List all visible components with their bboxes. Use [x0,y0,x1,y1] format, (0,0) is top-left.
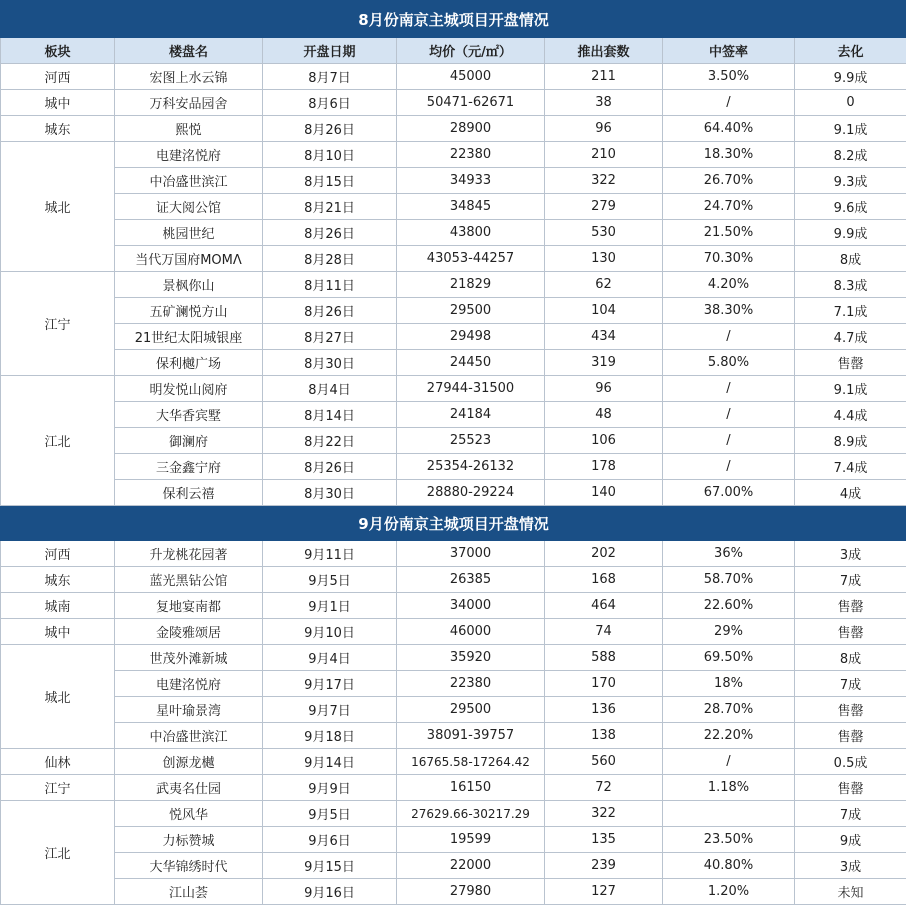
units-cell: 170 [545,671,663,697]
table-row [1,697,906,723]
sell-through-cell: 3成 [795,541,906,567]
table-row [1,645,906,671]
lottery-rate-cell: / [663,90,795,116]
project-name-cell: 悦风华 [115,801,263,827]
sell-through-cell: 9.6成 [795,194,906,220]
lottery-rate-cell: 26.70% [663,168,795,194]
open-date-cell: 8月10日 [263,142,397,168]
open-date-cell: 9月4日 [263,645,397,671]
sell-through-cell: 7成 [795,801,906,827]
avg-price-cell: 29500 [397,697,545,723]
lottery-rate-cell: / [663,376,795,402]
units-cell: 106 [545,428,663,454]
avg-price-cell: 27944-31500 [397,376,545,402]
table-row [1,723,906,749]
project-name-cell: 熙悦 [115,116,263,142]
avg-price-cell: 38091-39757 [397,723,545,749]
lottery-rate-cell: 22.20% [663,723,795,749]
sell-through-cell: 售罄 [795,775,906,801]
open-date-cell: 8月6日 [263,90,397,116]
header-row [1,38,906,64]
column-header: 去化 [795,38,906,64]
avg-price-cell: 34845 [397,194,545,220]
sell-through-cell: 9成 [795,827,906,853]
district-cell: 城中 [1,619,115,645]
sell-through-cell: 8成 [795,645,906,671]
table-row [1,749,906,775]
sell-through-cell: 未知 [795,879,906,905]
project-name-cell: 世茂外滩新城 [115,645,263,671]
avg-price-cell: 43800 [397,220,545,246]
avg-price-cell: 43053-44257 [397,246,545,272]
units-cell: 72 [545,775,663,801]
sell-through-cell: 0.5成 [795,749,906,775]
sell-through-cell: 9.3成 [795,168,906,194]
open-date-cell: 8月14日 [263,402,397,428]
column-header: 推出套数 [545,38,663,64]
table-row [1,567,906,593]
table-row [1,376,906,402]
lottery-rate-cell: 1.18% [663,775,795,801]
sell-through-cell: 8.9成 [795,428,906,454]
table-row [1,428,906,454]
district-cell: 江北 [1,376,115,506]
open-date-cell: 9月17日 [263,671,397,697]
project-name-cell: 明发悦山阅府 [115,376,263,402]
table-row [1,853,906,879]
avg-price-cell: 22380 [397,671,545,697]
district-cell: 城北 [1,645,115,749]
units-cell: 434 [545,324,663,350]
table-row [1,298,906,324]
lottery-rate-cell: / [663,749,795,775]
project-name-cell: 电建洺悦府 [115,671,263,697]
sell-through-cell: 3成 [795,853,906,879]
project-name-cell: 武夷名仕园 [115,775,263,801]
units-cell: 279 [545,194,663,220]
table-row [1,64,906,90]
lottery-rate-cell: / [663,324,795,350]
lottery-rate-cell: 21.50% [663,220,795,246]
avg-price-cell: 46000 [397,619,545,645]
lottery-rate-cell: 40.80% [663,853,795,879]
project-name-cell: 蓝光黑钻公馆 [115,567,263,593]
column-header: 中签率 [663,38,795,64]
project-name-cell: 保利云禧 [115,480,263,506]
sell-through-cell: 9.1成 [795,116,906,142]
sell-through-cell: 7.1成 [795,298,906,324]
open-date-cell: 8月26日 [263,454,397,480]
lottery-rate-cell [663,801,795,827]
project-name-cell: 五矿澜悦方山 [115,298,263,324]
lottery-rate-cell: 38.30% [663,298,795,324]
open-date-cell: 9月14日 [263,749,397,775]
sell-through-cell: 8.3成 [795,272,906,298]
avg-price-cell: 21829 [397,272,545,298]
units-cell: 130 [545,246,663,272]
units-cell: 202 [545,541,663,567]
units-cell: 239 [545,853,663,879]
lottery-rate-cell: / [663,428,795,454]
avg-price-cell: 25354-26132 [397,454,545,480]
lottery-rate-cell: 18% [663,671,795,697]
avg-price-cell: 28880-29224 [397,480,545,506]
units-cell: 211 [545,64,663,90]
avg-price-cell: 29500 [397,298,545,324]
district-cell: 江宁 [1,272,115,376]
open-date-cell: 8月26日 [263,116,397,142]
lottery-rate-cell: 69.50% [663,645,795,671]
open-date-cell: 9月9日 [263,775,397,801]
table-row [1,116,906,142]
table-row [1,194,906,220]
units-cell: 560 [545,749,663,775]
open-date-cell: 8月21日 [263,194,397,220]
units-cell: 96 [545,116,663,142]
project-name-cell: 景枫你山 [115,272,263,298]
open-date-cell: 9月1日 [263,593,397,619]
table-row [1,220,906,246]
sell-through-cell: 售罄 [795,619,906,645]
table-row [1,246,906,272]
avg-price-cell: 50471-62671 [397,90,545,116]
table-row [1,879,906,905]
open-date-cell: 9月16日 [263,879,397,905]
district-cell: 江宁 [1,775,115,801]
table-row [1,593,906,619]
lottery-rate-cell: 70.30% [663,246,795,272]
open-date-cell: 9月6日 [263,827,397,853]
units-cell: 104 [545,298,663,324]
project-name-cell: 中冶盛世滨江 [115,723,263,749]
lottery-rate-cell: 29% [663,619,795,645]
column-header: 板块 [1,38,115,64]
avg-price-cell: 29498 [397,324,545,350]
project-name-cell: 大华锦绣时代 [115,853,263,879]
sell-through-cell: 售罄 [795,593,906,619]
open-date-cell: 9月11日 [263,541,397,567]
table-row [1,272,906,298]
avg-price-cell: 45000 [397,64,545,90]
sell-through-cell: 9.9成 [795,64,906,90]
avg-price-cell: 24450 [397,350,545,376]
district-cell: 河西 [1,541,115,567]
table-row [1,827,906,853]
avg-price-cell: 16150 [397,775,545,801]
district-cell: 河西 [1,64,115,90]
project-name-cell: 三金鑫宁府 [115,454,263,480]
district-cell: 城北 [1,142,115,272]
table-row [1,480,906,506]
open-date-cell: 8月28日 [263,246,397,272]
lottery-rate-cell: 58.70% [663,567,795,593]
avg-price-cell: 25523 [397,428,545,454]
column-header: 楼盘名 [115,38,263,64]
lottery-rate-cell: 64.40% [663,116,795,142]
table-row [1,168,906,194]
sell-through-cell: 售罄 [795,723,906,749]
sell-through-cell: 9.9成 [795,220,906,246]
lottery-rate-cell: 18.30% [663,142,795,168]
lottery-rate-cell: 36% [663,541,795,567]
open-date-cell: 8月27日 [263,324,397,350]
units-cell: 96 [545,376,663,402]
units-cell: 127 [545,879,663,905]
open-date-cell: 9月5日 [263,801,397,827]
avg-price-cell: 22380 [397,142,545,168]
lottery-rate-cell: / [663,454,795,480]
column-header: 均价（元/㎡） [397,38,545,64]
table-row [1,142,906,168]
open-date-cell: 9月7日 [263,697,397,723]
open-date-cell: 8月15日 [263,168,397,194]
section-title: 8月份南京主城项目开盘情况 [1,1,906,38]
units-cell: 588 [545,645,663,671]
sell-through-cell: 4.4成 [795,402,906,428]
units-cell: 210 [545,142,663,168]
units-cell: 178 [545,454,663,480]
units-cell: 319 [545,350,663,376]
project-name-cell: 电建洺悦府 [115,142,263,168]
project-name-cell: 21世纪太阳城银座 [115,324,263,350]
sell-through-cell: 售罄 [795,697,906,723]
table-row [1,90,906,116]
units-cell: 168 [545,567,663,593]
project-name-cell: 宏图上水云锦 [115,64,263,90]
project-name-cell: 中冶盛世滨江 [115,168,263,194]
project-name-cell: 万科安品园舍 [115,90,263,116]
units-cell: 135 [545,827,663,853]
district-cell: 城东 [1,116,115,142]
table-row [1,324,906,350]
sell-through-cell: 4成 [795,480,906,506]
open-date-cell: 8月26日 [263,220,397,246]
avg-price-cell: 16765.58-17264.42 [397,749,545,775]
table-row [1,619,906,645]
sell-through-cell: 7成 [795,567,906,593]
units-cell: 48 [545,402,663,428]
table-row [1,350,906,376]
project-name-cell: 保利樾广场 [115,350,263,376]
open-date-cell: 8月11日 [263,272,397,298]
sell-through-cell: 8.2成 [795,142,906,168]
lottery-rate-cell: 28.70% [663,697,795,723]
district-cell: 江北 [1,801,115,905]
lottery-rate-cell: 23.50% [663,827,795,853]
district-cell: 仙林 [1,749,115,775]
avg-price-cell: 28900 [397,116,545,142]
sell-through-cell: 7成 [795,671,906,697]
lottery-rate-cell: 24.70% [663,194,795,220]
lottery-rate-cell: 5.80% [663,350,795,376]
project-name-cell: 复地宴南都 [115,593,263,619]
project-name-cell: 证大阅公馆 [115,194,263,220]
avg-price-cell: 24184 [397,402,545,428]
sell-through-cell: 0 [795,90,906,116]
table-row [1,541,906,567]
sell-through-cell: 8成 [795,246,906,272]
project-name-cell: 升龙桃花园著 [115,541,263,567]
open-date-cell: 8月7日 [263,64,397,90]
avg-price-cell: 34933 [397,168,545,194]
units-cell: 530 [545,220,663,246]
sell-through-cell: 4.7成 [795,324,906,350]
district-cell: 城中 [1,90,115,116]
open-date-cell: 9月10日 [263,619,397,645]
units-cell: 140 [545,480,663,506]
avg-price-cell: 26385 [397,567,545,593]
units-cell: 136 [545,697,663,723]
project-name-cell: 星叶瑜景湾 [115,697,263,723]
lottery-rate-cell: 4.20% [663,272,795,298]
project-name-cell: 大华香宾墅 [115,402,263,428]
column-header: 开盘日期 [263,38,397,64]
open-date-cell: 8月4日 [263,376,397,402]
district-cell: 城南 [1,593,115,619]
units-cell: 322 [545,168,663,194]
lottery-rate-cell: 3.50% [663,64,795,90]
lottery-rate-cell: 67.00% [663,480,795,506]
sell-through-cell: 9.1成 [795,376,906,402]
avg-price-cell: 27980 [397,879,545,905]
project-name-cell: 桃园世纪 [115,220,263,246]
open-date-cell: 9月5日 [263,567,397,593]
lottery-rate-cell: 1.20% [663,879,795,905]
lottery-rate-cell: 22.60% [663,593,795,619]
table-row [1,402,906,428]
table-row [1,775,906,801]
open-date-cell: 8月22日 [263,428,397,454]
units-cell: 38 [545,90,663,116]
avg-price-cell: 34000 [397,593,545,619]
project-name-cell: 当代万国府MOMΛ [115,246,263,272]
project-name-cell: 力标赞城 [115,827,263,853]
section-title: 9月份南京主城项目开盘情况 [1,506,906,541]
open-date-cell: 9月15日 [263,853,397,879]
district-cell: 城东 [1,567,115,593]
sell-through-cell: 7.4成 [795,454,906,480]
avg-price-cell: 27629.66-30217.29 [397,801,545,827]
units-cell: 138 [545,723,663,749]
avg-price-cell: 37000 [397,541,545,567]
avg-price-cell: 22000 [397,853,545,879]
project-name-cell: 江山荟 [115,879,263,905]
avg-price-cell: 35920 [397,645,545,671]
project-name-cell: 金陵雅颂居 [115,619,263,645]
avg-price-cell: 19599 [397,827,545,853]
table-row [1,801,906,827]
open-date-cell: 8月30日 [263,480,397,506]
open-date-cell: 8月30日 [263,350,397,376]
units-cell: 62 [545,272,663,298]
units-cell: 322 [545,801,663,827]
open-date-cell: 8月26日 [263,298,397,324]
sell-through-cell: 售罄 [795,350,906,376]
lottery-rate-cell: / [663,402,795,428]
table-row [1,671,906,697]
project-name-cell: 创源龙樾 [115,749,263,775]
units-cell: 74 [545,619,663,645]
units-cell: 464 [545,593,663,619]
open-date-cell: 9月18日 [263,723,397,749]
project-name-cell: 御澜府 [115,428,263,454]
table-row [1,454,906,480]
